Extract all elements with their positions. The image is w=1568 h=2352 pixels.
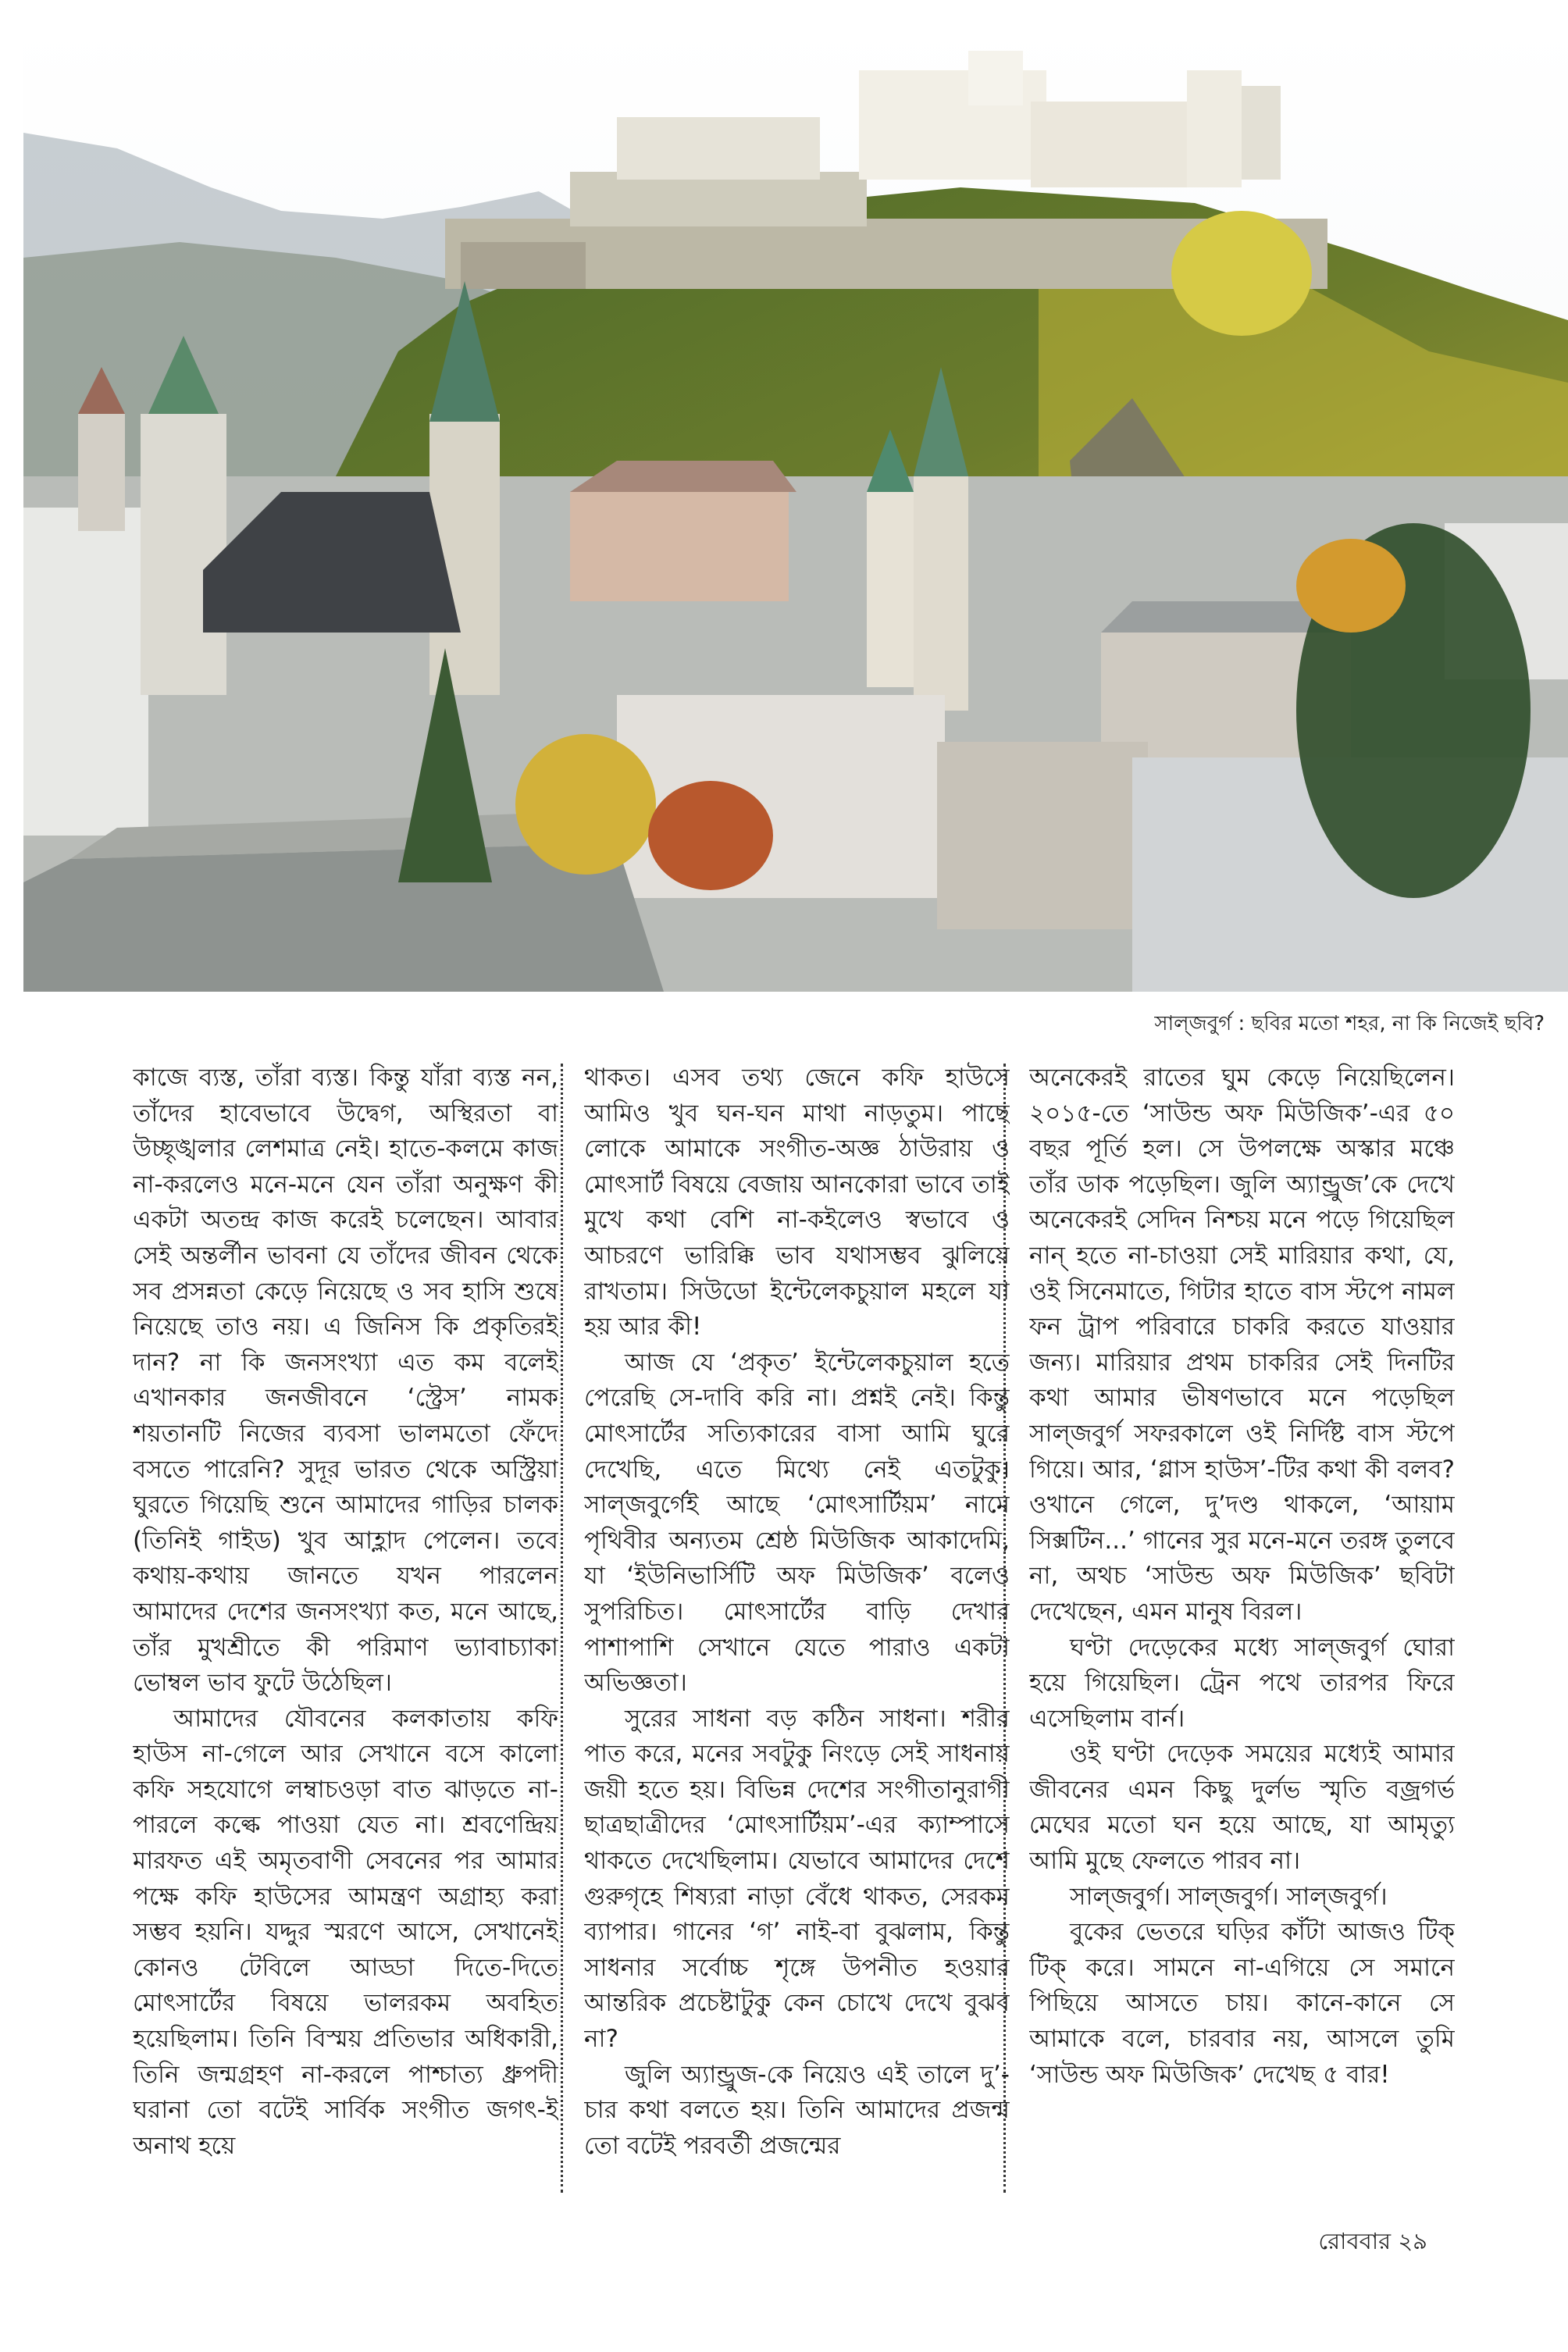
article-column-3 [1029,1060,1455,2193]
paragraph: সাল্‌জবুর্গ। সাল্‌জবুর্গ। সাল্‌জবুর্গ। [1070,1882,1388,1911]
paragraph: ওই ঘণ্টা দেড়েক সময়ের মধ্যেই আমার জীবনের এমন কিছু দুর্লভ স্মৃতি বজ্রগর্ভ মেঘের মতো ঘন হয়ে আছে, যা আমৃত্যু আমি মুছে ফেলতে পারব না। [1029,1740,1455,1876]
paragraph: জুলি অ্যান্ড্রুজ-কে নিয়েও এই তালে দু’-চার কথা বলতে হয়। তিনি আমাদের প্রজন্ম তো বটেই পরবর্তী প্রজন্মের [584,2060,1010,2160]
paragraph: থাকত। এসব তথ্য জেনে কফি হাউসে আমিও খুব ঘন-ঘন মাথা নাড়তুম। পাছে লোকে আমাকে সংগীত-অজ্ঞ ঠাউরায় ও মোৎসার্ট বিষয়ে বেজায় আনকোরা ভাবে তাই মুখে কথা বেশি না-কইলেও স্বভাবে ও আচরণে ভারিক্কি ভাব যথাসম্ভব ঝুলিয়ে রাখতাম। সিউডো ইন্টেলেকচুয়াল মহলে যা হয় আর কী! [584,1064,1010,1342]
salzburg-photo [23,23,1568,992]
paragraph: ঘণ্টা দেড়েকের মধ্যে সাল্‌জবুর্গ ঘোরা হয়ে গিয়েছিল। ট্রেন পথে তারপর ফিরে এসেছিলাম বার্ন। [1029,1633,1455,1733]
article-column-2 [584,1060,1010,2193]
paragraph: বুকের ভেতরে ঘড়ির কাঁটা আজও টিক্‌ টিক্‌ করে। সামনে না-এগিয়ে সে সমানে পিছিয়ে আসতে চায়। কানে-কানে সে আমাকে বলে, চারবার নয়, আসলে তুমি ‘সাউন্ড অফ মিউজিক’ দেখেছ ৫ বার! [1029,1918,1455,2089]
article-column-1 [133,1060,558,2193]
column-divider [1003,1064,1006,2193]
page-footer: রোববার ২৯ [1318,2228,1427,2254]
paragraph: কাজে ব্যস্ত, তাঁরা ব্যস্ত। কিন্তু যাঁরা ব্যস্ত নন, তাঁদের হাবেভাবে উদ্বেগ, অস্থিরতা বা উচ্ছৃঙ্খলার লেশমাত্র নেই। হাতে-কলমে কাজ না-করলেও মনে-মনে যেন তাঁরা অনুক্ষণ কী একটা অতন্দ্র কাজ করেই চলেছেন। আবার সেই অন্তর্লীন ভাবনা যে তাঁদের জীবন থেকে সব প্রসন্নতা কেড়ে নিয়েছে ও সব হাসি শুষে নিয়েছে তাও নয়। এ জিনিস কি প্রকৃতিরই দান? না কি জনসংখ্যা এত কম বলেই এখানকার জনজীবনে ‘স্ট্রেস’ নামক শয়তানটি নিজের ব্যবসা ভালমতো ফেঁদে বসতে পারেনি? সুদূর ভারত থেকে অস্ট্রিয়া ঘুরতে গিয়েছি শুনে আমাদের গাড়ির চালক (তিনিই গাইড) খুব আহ্লাদ পেলেন। তবে কথায়-কথায় জানতে যখন পারলেন আমাদের দেশের জনসংখ্যা কত, মনে আছে, তাঁর মুখশ্রীতে কী পরিমাণ ভ্যাবাচ্যাকা ভোম্বল ভাব ফুটে উঠেছিল। [133,1064,558,1698]
paragraph: অনেকেরই রাতের ঘুম কেড়ে নিয়েছিলেন। ২০১৫-তে ‘সাউন্ড অফ মিউজিক’-এর ৫০ বছর পূর্তি হল। সে উপলক্ষে অস্কার মঞ্চে তাঁর ডাক পড়েছিল। জুলি অ্যান্ড্রুজ’কে দেখে অনেকেরই সেদিন নিশ্চয় মনে পড়ে গিয়েছিল নান্‌ হতে না-চাওয়া সেই মারিয়ার কথা, যে, ওই সিনেমাতে, গিটার হাতে বাস স্টপে নামল ফন ট্রাপ পরিবারে চাকরি করতে যাওয়ার জন্য। মারিয়ার প্রথম চাকরির সেই দিনটির কথা আমার ভীষণভাবে মনে পড়েছিল সাল্‌জবুর্গ সফরকালে ওই নির্দিষ্ট বাস স্টপে গিয়ে। আর, ‘গ্লাস হাউস’-টির কথা কী বলব? ওখানে গেলে, দু’দণ্ড থাকলে, ‘আয়াম সিক্সটিন...’ গানের সুর মনে-মনে তরঙ্গ তুলবে না, অথচ ‘সাউন্ড অফ মিউজিক’ ছবিটা দেখেছেন, এমন মানুষ বিরল। [1029,1064,1455,1626]
paragraph: আমাদের যৌবনের কলকাতায় কফি হাউস না-গেলে আর সেখানে বসে কালো কফি সহযোগে লম্বাচওড়া বাত ঝাড়তে না-পারলে কল্কে পাওয়া যেত না। শ্রবণেন্দ্রিয় মারফত এই অমৃতবাণী সেবনের পর আমার পক্ষে কফি হাউসের আমন্ত্রণ অগ্রাহ্য করা সম্ভব হয়নি। যদ্দুর স্মরণে আসে, সেখানেই কোনও টেবিলে আড্ডা দিতে-দিতে মোৎসার্টের বিষয়ে ভালরকম অবহিত হয়েছিলাম। তিনি বিস্ময় প্রতিভার অধিকারী, তিনি জন্মগ্রহণ না-করলে পাশ্চাত্য ধ্রুপদী ঘরানা তো বটেই সার্বিক সংগীত জগৎ-ই অনাথ হয়ে [133,1704,558,2160]
photo-caption: সাল্‌জবুর্গ : ছবির মতো শহর, না কি নিজেই ছবি? [1154,1012,1545,1035]
paragraph: সুরের সাধনা বড় কঠিন সাধনা। শরীর পাত করে, মনের সবটুকু নিংড়ে সেই সাধনায় জয়ী হতে হয়। বিভিন্ন দেশের সংগীতানুরাগী ছাত্রছাত্রীদের ‘মোৎসার্টিয়ম’-এর ক্যাম্পাসে থাকতে দেখেছিলাম। যেভাবে আমাদের দেশে গুরুগৃহে শিষ্যরা নাড়া বেঁধে থাকত, সেরকম ব্যাপার। গানের ‘গ’ নাই-বা বুঝলাম, কিন্তু সাধনার সর্বোচ্চ শৃঙ্গে উপনীত হওয়ার আন্তরিক প্রচেষ্টাটুকু কেন চোখে দেখে বুঝব না? [584,1704,1010,2054]
paragraph: আজ যে ‘প্রকৃত’ ইন্টেলেকচুয়াল হতে পেরেছি সে-দাবি করি না। প্রশ্নই নেই। কিন্তু মোৎসার্টের সত্যিকারের বাসা আমি ঘুরে দেখেছি, এতে মিথ্যে নেই এতটুকু। সাল্‌জবুর্গেই আছে ‘মোৎসার্টিয়ম’ নামে পৃথিবীর অন্যতম শ্রেষ্ঠ মিউজিক আকাদেমি, যা ‘ইউনিভার্সিটি অফ মিউজিক’ বলেও সুপরিচিত। মোৎসার্টের বাড়ি দেখার পাশাপাশি সেখানে যেতে পারাও একটা অভিজ্ঞতা। [584,1348,1010,1698]
column-divider [561,1064,563,2193]
